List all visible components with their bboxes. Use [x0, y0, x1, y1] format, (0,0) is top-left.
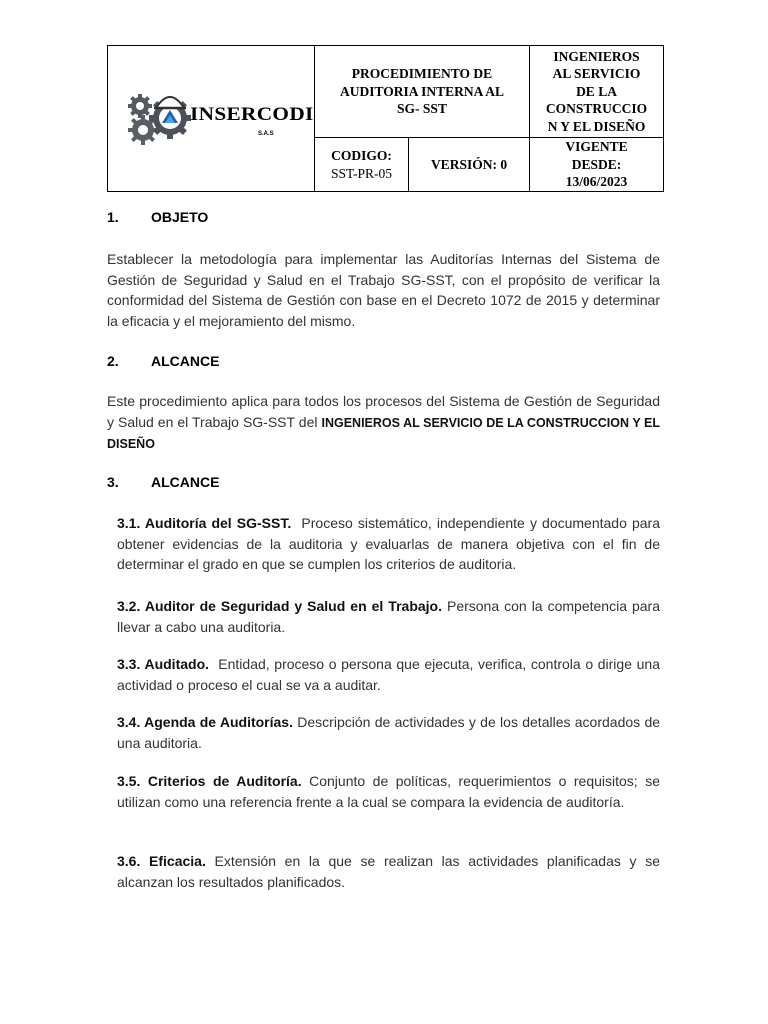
section-title: ALCANCE: [151, 474, 220, 490]
document-title-cell: [315, 46, 530, 138]
definition-term: 3.3. Auditado.: [117, 656, 210, 672]
company-line: INGENIEROS: [553, 48, 640, 64]
logo-cell: [108, 46, 315, 192]
scope-company-name: INGENIEROS AL SERVICIO DE LA CONSTRUCCION Y EL DISEÑO: [107, 415, 661, 451]
definition-item: [117, 771, 660, 812]
section-heading-alcance: [107, 353, 219, 369]
definition-term: 3.1. Auditoría del SG-SST.: [117, 515, 292, 531]
version-cell: VERSIÓN: 0: [409, 138, 530, 192]
section-number: 2.: [107, 353, 119, 369]
valid-date: 13/06/2023: [565, 174, 628, 190]
definition-item: [117, 851, 660, 892]
definition-term: 3.2. Auditor de Seguridad y Salud en el Trabajo.: [117, 598, 442, 614]
definition-item: [117, 712, 660, 753]
logo-wordmark: INSERCODI: [190, 104, 314, 125]
section-number: 1.: [107, 209, 119, 225]
definition-text: Entidad, proceso o persona que ejecuta, verifica, controla o dirige una actividad o proceso el cual se va a auditar.: [117, 656, 660, 693]
title-line: SG- SST: [397, 101, 447, 117]
valid-line: DESDE:: [571, 156, 622, 172]
definition-text: Descripción de actividades y de los detalles acordados de una auditoria.: [117, 714, 661, 751]
scope-paragraph: [107, 391, 660, 455]
code-cell: [315, 138, 409, 192]
company-logo: [126, 84, 314, 154]
scope-text: Este procedimiento aplica para todos los procesos del Sistema de Gestión de Seguridad y Salud en el Trabajo SG-SST del: [107, 393, 660, 430]
definition-term: 3.6. Eficacia.: [117, 853, 206, 869]
logo-suffix: S.A.S: [258, 131, 274, 137]
valid-from-cell: [530, 138, 664, 192]
company-name-cell: [530, 46, 664, 138]
definition-term: 3.4. Agenda de Auditorías.: [117, 714, 293, 730]
definition-text: Extensión en la que se realizan las actividades planificadas y se alcanzan los resultados planificados.: [117, 853, 660, 890]
definition-text: Persona con la competencia para llevar a cabo una auditoria.: [117, 598, 660, 635]
code-value: SST-PR-05: [330, 165, 393, 181]
company-line: CONSTRUCCIO: [545, 101, 648, 117]
definition-term: 3.5. Criterios de Auditoría.: [117, 773, 302, 789]
definition-item: [117, 596, 660, 637]
definition-item: [117, 654, 660, 695]
title-line: AUDITORIA INTERNA AL: [339, 83, 505, 99]
section-number: 3.: [107, 474, 119, 490]
definition-text: Proceso sistemático, independiente y documentado para obtener evidencias de la auditoria y evaluarlas de manera objetiva con el fin de determinar el grado en que se cumplen los criterios de auditoria.: [117, 515, 660, 572]
document-header-table: [107, 45, 664, 192]
valid-line: VIGENTE: [565, 139, 628, 155]
title-line: PROCEDIMIENTO DE: [351, 66, 493, 82]
definition-item: [117, 513, 660, 575]
section-heading-objeto: [107, 209, 208, 225]
company-line: DE LA: [576, 83, 617, 99]
company-line: AL SERVICIO: [552, 66, 641, 82]
code-label: CODIGO:: [331, 148, 392, 163]
definition-text: Conjunto de políticas, requerimientos o requisitos; se utilizan como una referencia frente a la cual se compara la evidencia de auditoría.: [117, 773, 660, 810]
objective-paragraph: Establecer la metodología para implementar las Auditorías Internas del Sistema de Gestión de Seguridad y Salud en el Trabajo SG-SST, con el propósito de verificar la conformidad del Sistema de Gestión con base en el Decreto 1072 de 2015 y determinar la eficacia y el mejoramiento del mismo.: [107, 251, 660, 329]
section-title: OBJETO: [151, 209, 209, 225]
section-heading-definiciones: [107, 474, 219, 490]
section-title: ALCANCE: [151, 353, 220, 369]
company-line: N Y EL DISEÑO: [547, 118, 646, 134]
gear-helmet-icon: [126, 84, 196, 154]
